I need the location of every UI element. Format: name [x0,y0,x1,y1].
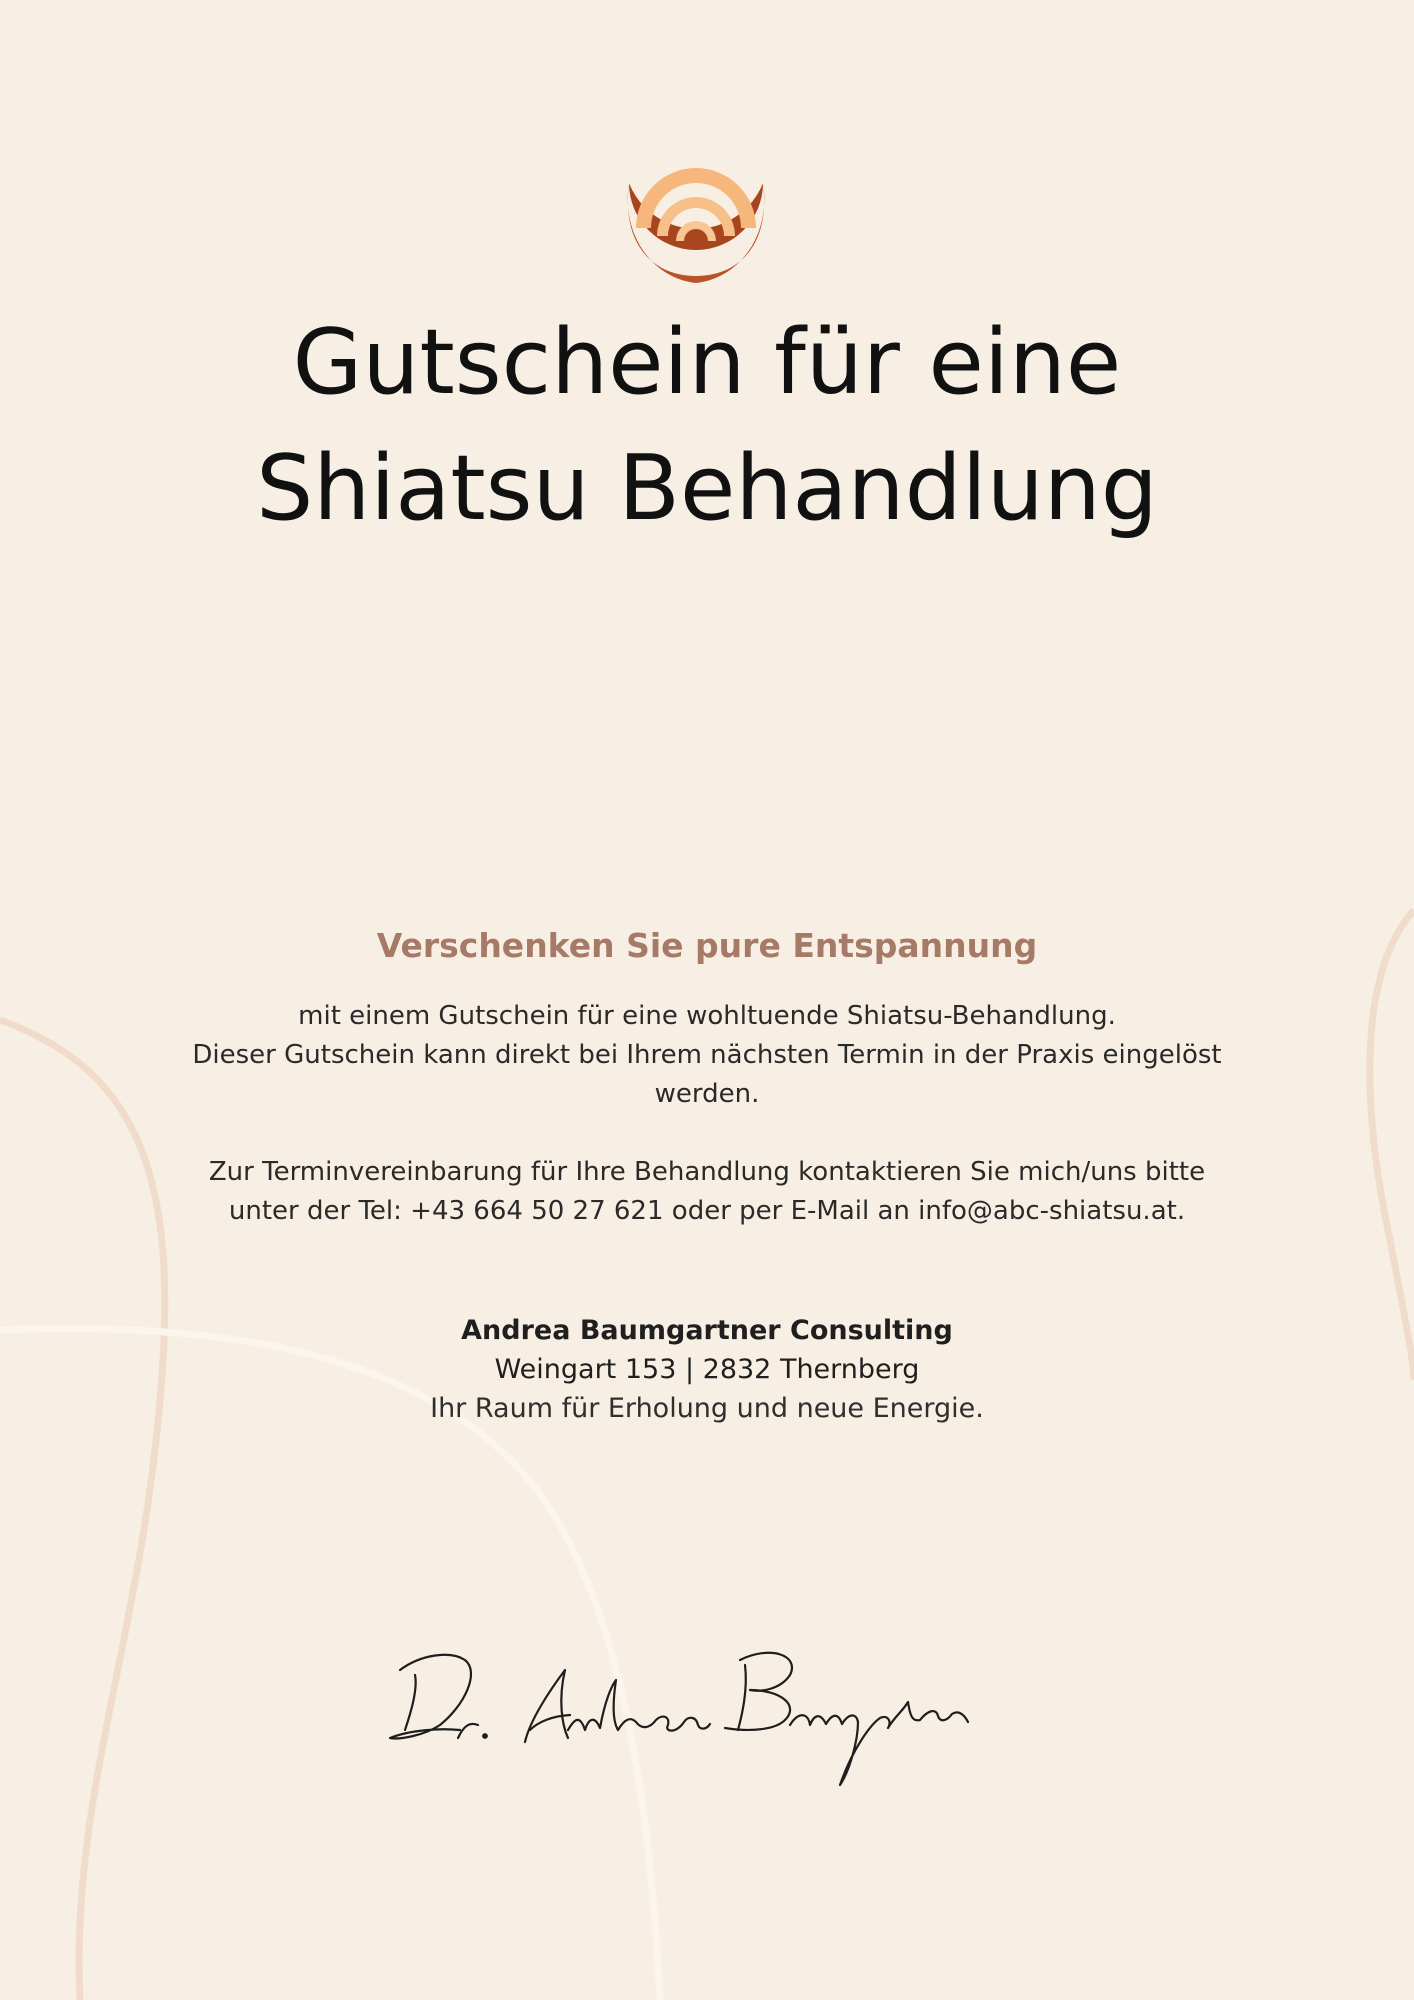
voucher-title [0,300,1414,552]
decor-curve-right [1370,910,1414,1380]
description-line-1: mit einem Gutschein für eine wohltuende Shiatsu-Behandlung. [298,1001,1116,1031]
company-block [0,1311,1414,1428]
sun-arcs-logo-icon [621,138,771,288]
voucher-description [170,997,1244,1114]
title-line-1: Gutschein für eine [292,310,1122,415]
contact-info [170,1153,1244,1231]
contact-line-1: Zur Terminvereinbarung für Ihre Behandlung kontaktieren Sie mich/uns bitte [208,1157,1206,1187]
decor-curve-left [0,1020,165,2000]
description-line-3: werden. [654,1079,760,1109]
company-slogan: Ihr Raum für Erholung und neue Energie. [430,1393,984,1424]
handwritten-signature [380,1630,980,1800]
title-line-2: Shiatsu Behandlung [256,436,1158,541]
company-name: Andrea Baumgartner Consulting [461,1315,953,1346]
voucher-subtitle: Verschenken Sie pure Entspannung [376,926,1038,965]
contact-line-2: unter der Tel: +43 664 50 27 621 oder per E-Mail an info@abc-shiatsu.at. [228,1196,1186,1226]
description-line-2: Dieser Gutschein kann direkt bei Ihrem nächsten Termin in der Praxis eingelöst [192,1040,1222,1070]
company-address: Weingart 153 | 2832 Thernberg [494,1354,920,1385]
